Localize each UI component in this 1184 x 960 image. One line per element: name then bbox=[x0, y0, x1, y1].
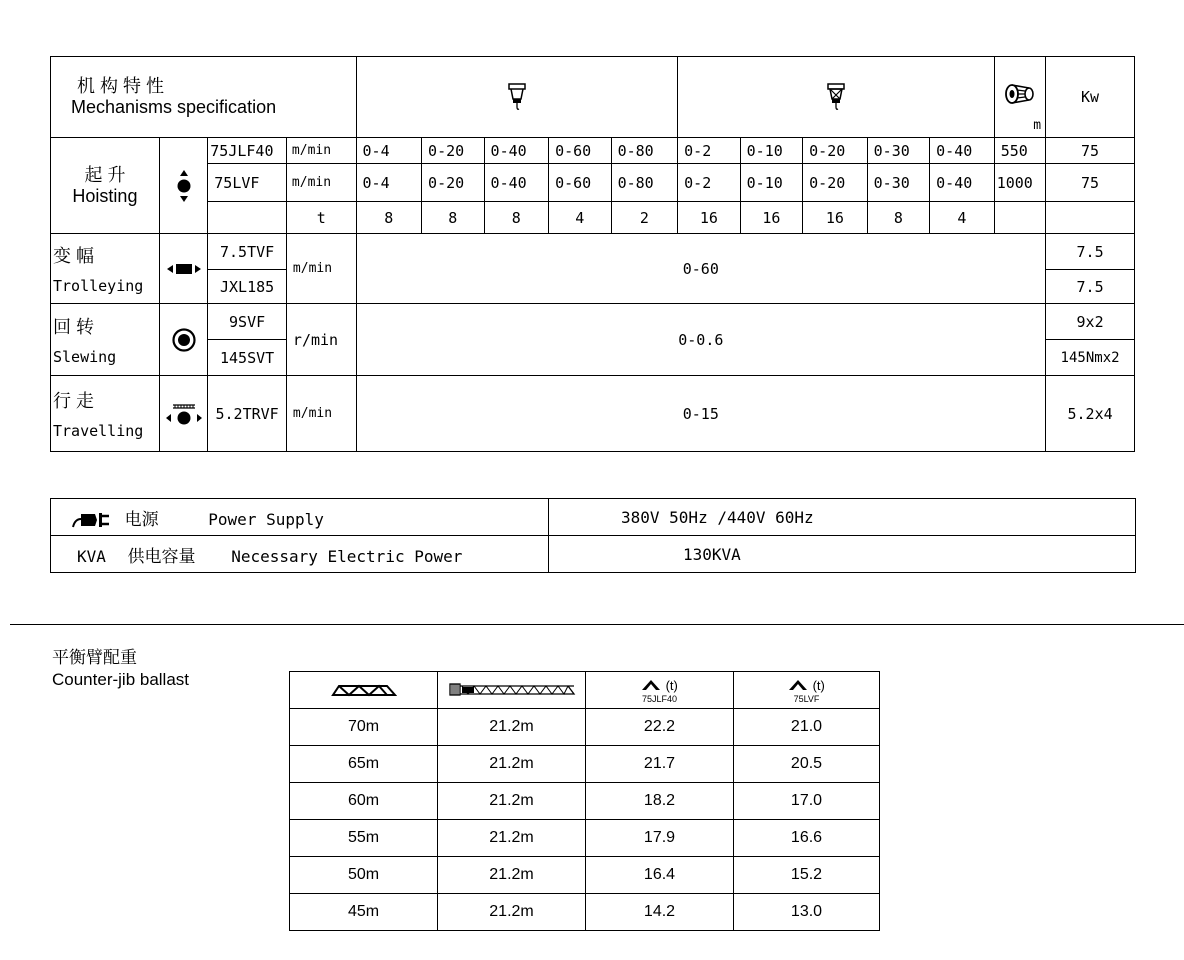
power-supply-label bbox=[51, 499, 549, 536]
hoisting-speed: 0-20 bbox=[803, 138, 868, 164]
mechanisms-table bbox=[50, 56, 1135, 452]
travel-rail-icon bbox=[165, 401, 203, 427]
rope-length: 1000 bbox=[994, 164, 1045, 202]
electric-power-value: 130KVA bbox=[549, 536, 1136, 573]
ballast-model: 75LVF bbox=[793, 693, 820, 704]
travelling-label bbox=[51, 376, 160, 452]
hoisting-speed: 0-10 bbox=[740, 138, 803, 164]
single-hook-icon bbox=[506, 82, 528, 112]
counter-jib-length: 21.2m bbox=[438, 746, 586, 783]
rope-length-unit: m bbox=[1033, 118, 1042, 133]
jib-length-header bbox=[290, 672, 438, 709]
ballast-title-cn: 平衡臂配重 bbox=[52, 648, 137, 667]
counter-jib-length: 21.2m bbox=[438, 857, 586, 894]
hoisting-kw: 75 bbox=[1046, 164, 1135, 202]
rope-drum-header bbox=[994, 57, 1045, 138]
ballast-unit: (t) bbox=[665, 677, 678, 693]
ballast-title bbox=[52, 647, 189, 691]
ballast-header-row bbox=[290, 672, 880, 709]
ballast-75lvf: 20.5 bbox=[734, 746, 880, 783]
travelling-icon-cell bbox=[159, 376, 207, 452]
trolleying-row-1 bbox=[51, 234, 1135, 270]
kw-header: Kw bbox=[1046, 57, 1135, 138]
slewing-label bbox=[51, 304, 160, 376]
trolleying-kw: 7.5 bbox=[1046, 270, 1135, 304]
slewing-icon-cell bbox=[159, 304, 207, 376]
slewing-row-1 bbox=[51, 304, 1135, 340]
slewing-speed: 0-0.6 bbox=[356, 304, 1046, 376]
counter-jib-length: 21.2m bbox=[438, 894, 586, 931]
power-table bbox=[50, 498, 1136, 573]
slewing-kw: 9x2 bbox=[1046, 304, 1135, 340]
hoisting-model: 75LVF bbox=[208, 164, 287, 202]
travelling-label-cn: 行 走 bbox=[53, 390, 95, 411]
double-hook-icon bbox=[825, 82, 847, 112]
electric-power-label bbox=[51, 536, 549, 573]
hoisting-unit: m/min bbox=[286, 164, 356, 202]
hoisting-load: 16 bbox=[678, 202, 741, 234]
ballast-75jlf40: 14.2 bbox=[586, 894, 734, 931]
power-supply-value: 380V 50Hz /440V 60Hz bbox=[549, 499, 1136, 536]
ballast-row bbox=[290, 820, 880, 857]
trolleying-unit: m/min bbox=[286, 234, 356, 304]
hoisting-load: 8 bbox=[356, 202, 422, 234]
counter-jib-length: 21.2m bbox=[438, 820, 586, 857]
ballast-75lvf: 21.0 bbox=[734, 709, 880, 746]
trolleying-kw: 7.5 bbox=[1046, 234, 1135, 270]
slewing-label-en: Slewing bbox=[53, 347, 117, 366]
hoisting-speed: 0-2 bbox=[678, 138, 741, 164]
hoisting-model: 75JLF40 bbox=[208, 138, 287, 164]
travelling-speed: 0-15 bbox=[356, 376, 1046, 452]
hoisting-speed: 0-40 bbox=[484, 138, 549, 164]
travelling-row bbox=[51, 376, 1135, 452]
jib-length: 55m bbox=[290, 820, 438, 857]
ballast-75lvf: 15.2 bbox=[734, 857, 880, 894]
electric-power-row bbox=[51, 536, 1136, 573]
hoisting-speed: 0-30 bbox=[867, 164, 930, 202]
hoisting-speed: 0-80 bbox=[611, 138, 678, 164]
hoisting-speed: 0-80 bbox=[611, 164, 678, 202]
hoisting-speed: 0-40 bbox=[484, 164, 549, 202]
hoisting-speed: 0-4 bbox=[356, 164, 422, 202]
hoisting-speed: 0-4 bbox=[356, 138, 422, 164]
ballast-75jlf40: 21.7 bbox=[586, 746, 734, 783]
trolleying-label-cn: 变 幅 bbox=[53, 245, 95, 266]
load-unit: t bbox=[286, 202, 356, 234]
ballast-75jlf40: 18.2 bbox=[586, 783, 734, 820]
hoist-up-down-icon bbox=[176, 169, 192, 203]
hoisting-load: 8 bbox=[867, 202, 930, 234]
mechanisms-title-en: Mechanisms specification bbox=[71, 97, 277, 117]
double-hook-header bbox=[678, 57, 995, 138]
counter-jib-length: 21.2m bbox=[438, 783, 586, 820]
ballast-75lvf: 13.0 bbox=[734, 894, 880, 931]
hoisting-row-2 bbox=[51, 164, 1135, 202]
slewing-kw: 145Nmx2 bbox=[1046, 340, 1135, 376]
hoisting-speed: 0-60 bbox=[549, 138, 612, 164]
trolleying-icon-cell bbox=[159, 234, 207, 304]
hoisting-speed: 0-20 bbox=[422, 164, 485, 202]
counter-jib-icon bbox=[448, 682, 576, 698]
hoisting-row-1 bbox=[51, 138, 1135, 164]
hoisting-speed: 0-10 bbox=[740, 164, 803, 202]
counter-jib-header bbox=[438, 672, 586, 709]
ballast-row bbox=[290, 894, 880, 931]
hoisting-speed: 0-20 bbox=[422, 138, 485, 164]
electric-power-cn: 供电容量 bbox=[127, 546, 196, 566]
jib-length: 60m bbox=[290, 783, 438, 820]
jib-length: 50m bbox=[290, 857, 438, 894]
hoisting-load: 2 bbox=[611, 202, 678, 234]
slewing-label-cn: 回 转 bbox=[53, 316, 95, 337]
hoisting-speed: 0-40 bbox=[930, 164, 995, 202]
rope-length: 550 bbox=[994, 138, 1045, 164]
hoisting-load: 4 bbox=[549, 202, 612, 234]
ballast-block-icon bbox=[788, 679, 808, 691]
mechanisms-header bbox=[51, 57, 357, 138]
hoisting-row-load bbox=[51, 202, 1135, 234]
ballast-75lvf: 16.6 bbox=[734, 820, 880, 857]
ballast-75jlf40: 16.4 bbox=[586, 857, 734, 894]
hoisting-label bbox=[51, 138, 160, 234]
mechanisms-title-cn: 机 构 特 性 bbox=[77, 76, 165, 97]
ballast-unit: (t) bbox=[812, 677, 825, 693]
rope-length bbox=[994, 202, 1045, 234]
hoisting-label-en: Hoisting bbox=[72, 185, 138, 206]
jib-length: 70m bbox=[290, 709, 438, 746]
plug-icon bbox=[71, 511, 111, 529]
jib-length: 65m bbox=[290, 746, 438, 783]
ballast-75lvf-header bbox=[734, 672, 880, 709]
hoisting-load: 8 bbox=[422, 202, 485, 234]
trolley-move-icon bbox=[166, 262, 202, 276]
trolleying-model: JXL185 bbox=[208, 270, 287, 304]
ballast-title-en: Counter-jib ballast bbox=[52, 670, 190, 689]
ballast-row bbox=[290, 709, 880, 746]
slewing-model: 145SVT bbox=[208, 340, 287, 376]
single-hook-header bbox=[356, 57, 678, 138]
hoisting-kw bbox=[1046, 202, 1135, 234]
hoisting-icon-cell bbox=[159, 138, 207, 234]
hoisting-speed: 0-30 bbox=[867, 138, 930, 164]
trolleying-label bbox=[51, 234, 160, 304]
jib-length: 45m bbox=[290, 894, 438, 931]
power-supply-en: Power Supply bbox=[208, 509, 324, 529]
slewing-rotate-icon bbox=[171, 327, 197, 353]
jib-truss-icon bbox=[331, 683, 397, 697]
ballast-block-icon bbox=[641, 679, 661, 691]
kva-label: KVA bbox=[77, 546, 106, 566]
ballast-table bbox=[289, 671, 880, 931]
hoisting-load: 16 bbox=[803, 202, 868, 234]
counter-jib-length: 21.2m bbox=[438, 709, 586, 746]
travelling-model: 5.2TRVF bbox=[208, 376, 287, 452]
ballast-model: 75JLF40 bbox=[641, 693, 678, 704]
ballast-75jlf40-header bbox=[586, 672, 734, 709]
ballast-75jlf40: 22.2 bbox=[586, 709, 734, 746]
hoisting-speed: 0-20 bbox=[803, 164, 868, 202]
trolleying-model: 7.5TVF bbox=[208, 234, 287, 270]
hoisting-load: 4 bbox=[930, 202, 995, 234]
ballast-75lvf: 17.0 bbox=[734, 783, 880, 820]
hoisting-load: 8 bbox=[484, 202, 549, 234]
ballast-row bbox=[290, 857, 880, 894]
travelling-label-en: Travelling bbox=[53, 421, 144, 440]
trolleying-speed: 0-60 bbox=[356, 234, 1046, 304]
hoisting-speed: 0-2 bbox=[678, 164, 741, 202]
hoisting-speed: 0-40 bbox=[930, 138, 995, 164]
ballast-75jlf40: 17.9 bbox=[586, 820, 734, 857]
hoisting-kw: 75 bbox=[1046, 138, 1135, 164]
trolleying-label-en: Trolleying bbox=[53, 276, 144, 295]
power-supply-cn: 电源 bbox=[124, 509, 159, 529]
travelling-kw: 5.2x4 bbox=[1046, 376, 1135, 452]
hoisting-unit: m/min bbox=[286, 138, 356, 164]
electric-power-en: Necessary Electric Power bbox=[231, 546, 463, 566]
hoisting-model bbox=[208, 202, 287, 234]
hoisting-speed: 0-60 bbox=[549, 164, 612, 202]
hoisting-label-cn: 起 升 bbox=[84, 164, 126, 185]
slewing-unit: r/min bbox=[286, 304, 356, 376]
rope-drum-icon bbox=[1003, 82, 1037, 112]
section-divider bbox=[10, 624, 1184, 625]
power-supply-row bbox=[51, 499, 1136, 536]
ballast-row bbox=[290, 783, 880, 820]
slewing-model: 9SVF bbox=[208, 304, 287, 340]
ballast-row bbox=[290, 746, 880, 783]
hoisting-load: 16 bbox=[740, 202, 803, 234]
travelling-unit: m/min bbox=[286, 376, 356, 452]
